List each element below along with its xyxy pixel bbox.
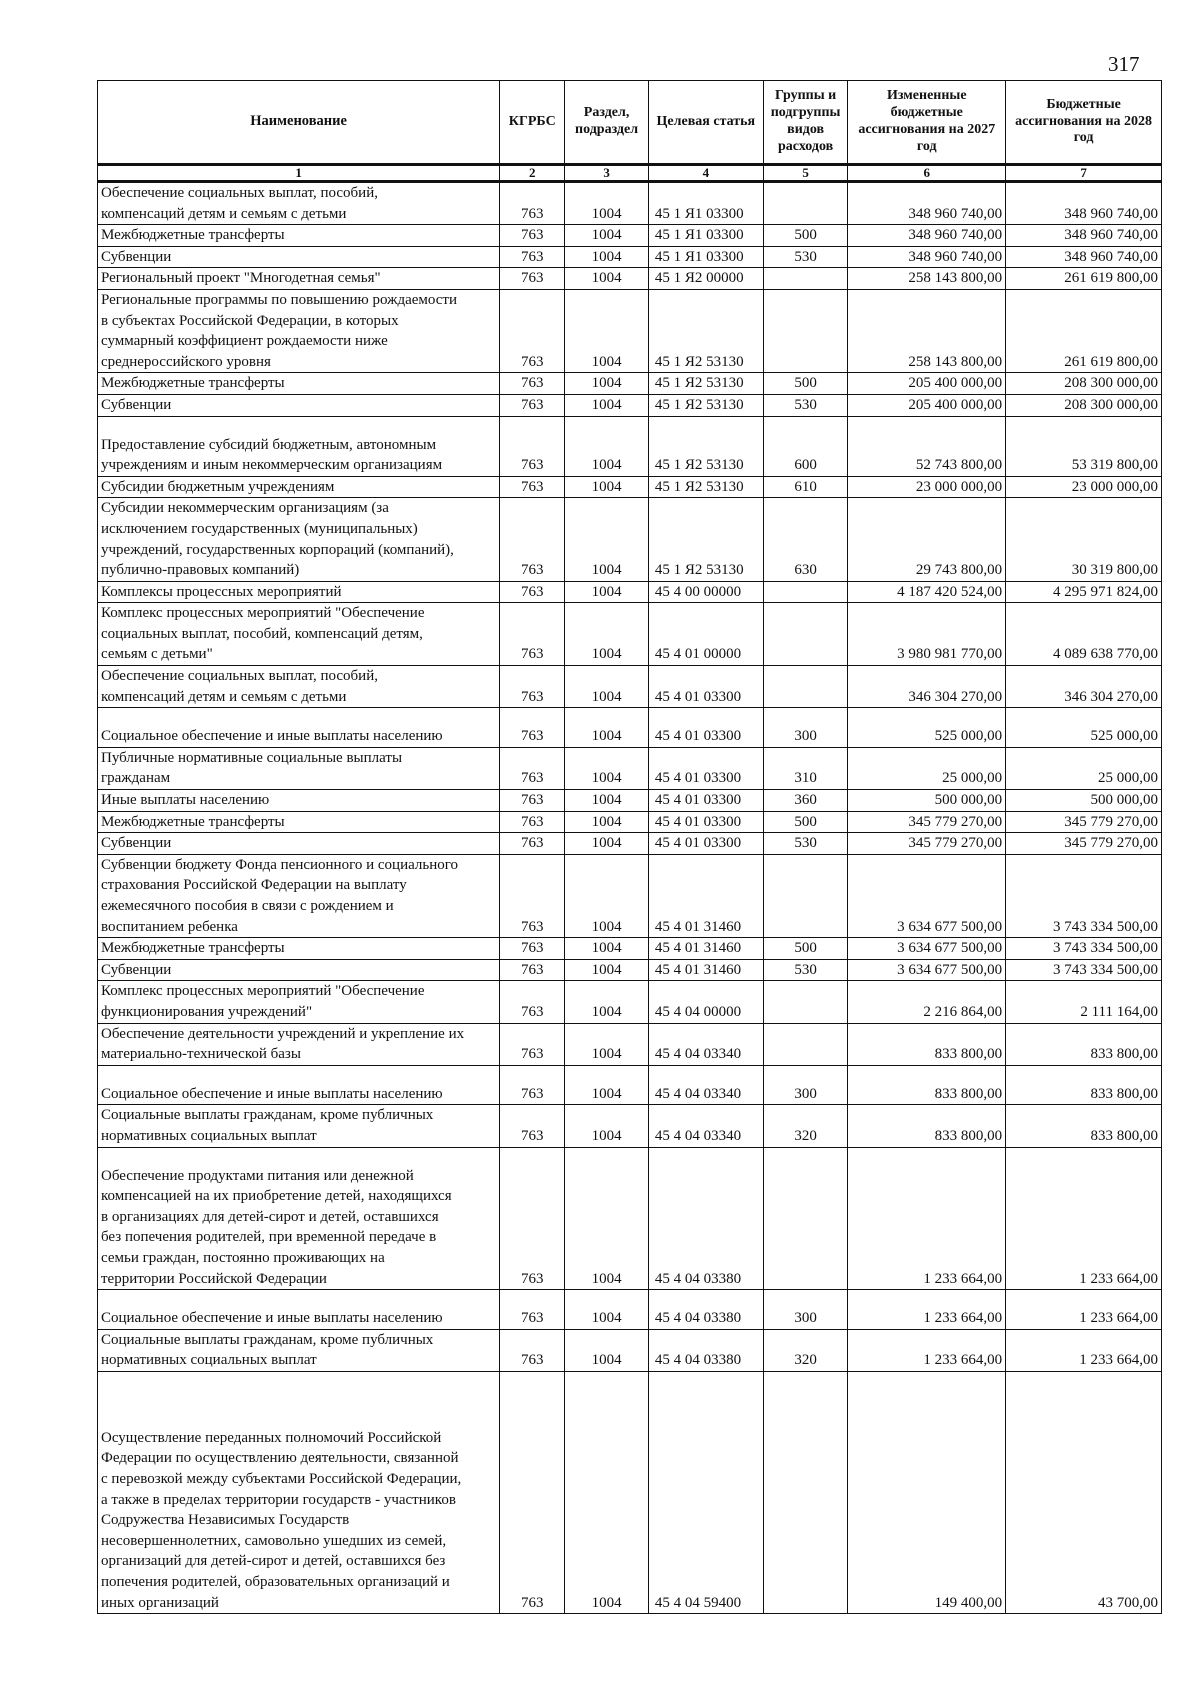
row-sum-2028: 2 111 164,00 bbox=[1006, 981, 1162, 1023]
row-target-article: 45 4 04 03340 bbox=[648, 1105, 763, 1147]
row-kgrbs: 763 bbox=[500, 747, 565, 789]
row-kgrbs: 763 bbox=[500, 854, 565, 937]
column-number: 3 bbox=[565, 165, 648, 182]
row-sum-2027: 348 960 740,00 bbox=[848, 246, 1006, 268]
row-sum-2028: 3 743 334 500,00 bbox=[1006, 854, 1162, 937]
table-row bbox=[98, 603, 1162, 666]
row-razdel: 1004 bbox=[565, 1023, 648, 1065]
row-name: Обеспечение деятельности учреждений и укрепление их материально-технической базы bbox=[98, 1023, 500, 1065]
column-number: 7 bbox=[1006, 165, 1162, 182]
row-kgrbs: 763 bbox=[500, 1065, 565, 1105]
row-name: Комплекс процессных мероприятий "Обеспечение функционирования учреждений" bbox=[98, 981, 500, 1023]
row-kgrbs: 763 bbox=[500, 476, 565, 498]
row-sum-2027: 23 000 000,00 bbox=[848, 476, 1006, 498]
row-kgrbs: 763 bbox=[500, 666, 565, 708]
column-number: 6 bbox=[848, 165, 1006, 182]
row-sum-2027: 52 743 800,00 bbox=[848, 416, 1006, 476]
row-sum-2028: 1 233 664,00 bbox=[1006, 1329, 1162, 1371]
row-razdel: 1004 bbox=[565, 1065, 648, 1105]
row-target-article: 45 4 01 03300 bbox=[648, 747, 763, 789]
row-expense-group bbox=[763, 1371, 848, 1613]
row-kgrbs: 763 bbox=[500, 938, 565, 960]
table-row bbox=[98, 1105, 1162, 1147]
table-row bbox=[98, 498, 1162, 581]
row-sum-2027: 258 143 800,00 bbox=[848, 268, 1006, 290]
row-sum-2027: 29 743 800,00 bbox=[848, 498, 1006, 581]
header-kgrbs: КГРБС bbox=[500, 81, 565, 165]
row-target-article: 45 4 01 00000 bbox=[648, 603, 763, 666]
row-kgrbs: 763 bbox=[500, 581, 565, 603]
row-expense-group: 320 bbox=[763, 1329, 848, 1371]
row-sum-2028: 25 000,00 bbox=[1006, 747, 1162, 789]
row-sum-2028: 208 300 000,00 bbox=[1006, 373, 1162, 395]
row-kgrbs: 763 bbox=[500, 959, 565, 981]
row-razdel: 1004 bbox=[565, 959, 648, 981]
column-number: 1 bbox=[98, 165, 500, 182]
row-kgrbs: 763 bbox=[500, 708, 565, 748]
row-sum-2027: 2 216 864,00 bbox=[848, 981, 1006, 1023]
row-sum-2027: 1 233 664,00 bbox=[848, 1329, 1006, 1371]
row-name: Региональные программы по повышению рождаемости в субъектах Российской Федерации, в которых суммарный коэффициент рождаемости ниже среднероссийского уровня bbox=[98, 289, 500, 372]
budget-table bbox=[97, 80, 1162, 1614]
row-kgrbs: 763 bbox=[500, 1290, 565, 1330]
row-name: Социальное обеспечение и иные выплаты населению bbox=[98, 708, 500, 748]
table-row bbox=[98, 981, 1162, 1023]
table-row bbox=[98, 938, 1162, 960]
row-target-article: 45 4 01 03300 bbox=[648, 833, 763, 855]
row-sum-2027: 25 000,00 bbox=[848, 747, 1006, 789]
row-target-article: 45 1 Я1 03300 bbox=[648, 246, 763, 268]
table-row bbox=[98, 1290, 1162, 1330]
row-sum-2027: 3 634 677 500,00 bbox=[848, 959, 1006, 981]
row-sum-2028: 348 960 740,00 bbox=[1006, 246, 1162, 268]
header-row bbox=[98, 81, 1162, 165]
row-razdel: 1004 bbox=[565, 747, 648, 789]
row-name: Обеспечение социальных выплат, пособий, компенсаций детям и семьям с детьми bbox=[98, 182, 500, 225]
row-name: Субвенции bbox=[98, 246, 500, 268]
table-row bbox=[98, 268, 1162, 290]
row-target-article: 45 4 01 03300 bbox=[648, 790, 763, 812]
row-kgrbs: 763 bbox=[500, 498, 565, 581]
row-razdel: 1004 bbox=[565, 1371, 648, 1613]
row-expense-group bbox=[763, 854, 848, 937]
row-razdel: 1004 bbox=[565, 603, 648, 666]
row-name: Субвенции bbox=[98, 959, 500, 981]
row-target-article: 45 4 04 03380 bbox=[648, 1147, 763, 1290]
row-kgrbs: 763 bbox=[500, 182, 565, 225]
row-name: Субсидии бюджетным учреждениям bbox=[98, 476, 500, 498]
table-row bbox=[98, 708, 1162, 748]
row-expense-group bbox=[763, 1023, 848, 1065]
row-target-article: 45 4 00 00000 bbox=[648, 581, 763, 603]
row-sum-2028: 1 233 664,00 bbox=[1006, 1147, 1162, 1290]
row-sum-2028: 30 319 800,00 bbox=[1006, 498, 1162, 581]
header-name: Наименование bbox=[98, 81, 500, 165]
row-expense-group: 310 bbox=[763, 747, 848, 789]
row-razdel: 1004 bbox=[565, 268, 648, 290]
row-sum-2028: 348 960 740,00 bbox=[1006, 182, 1162, 225]
row-target-article: 45 4 01 03300 bbox=[648, 811, 763, 833]
row-kgrbs: 763 bbox=[500, 268, 565, 290]
row-target-article: 45 4 01 31460 bbox=[648, 938, 763, 960]
row-expense-group bbox=[763, 182, 848, 225]
row-target-article: 45 1 Я2 53130 bbox=[648, 394, 763, 416]
row-expense-group bbox=[763, 603, 848, 666]
row-sum-2027: 348 960 740,00 bbox=[848, 225, 1006, 247]
row-sum-2027: 3 980 981 770,00 bbox=[848, 603, 1006, 666]
row-sum-2028: 3 743 334 500,00 bbox=[1006, 938, 1162, 960]
row-name: Осуществление переданных полномочий Российской Федерации по осуществлению деятельности, связанной с перевозкой между субъектами Российской Федерации, а также в пределах территории государств - участников Содружества Независимых Государств несовершеннолетних, самовольно ушедших из семей, организаций для детей-сирот и детей, оставшихся без попечения родителей, образовательных организаций и иных организаций bbox=[98, 1371, 500, 1613]
row-name: Субвенции bbox=[98, 833, 500, 855]
row-sum-2028: 525 000,00 bbox=[1006, 708, 1162, 748]
row-target-article: 45 4 01 31460 bbox=[648, 854, 763, 937]
row-kgrbs: 763 bbox=[500, 1023, 565, 1065]
row-sum-2028: 1 233 664,00 bbox=[1006, 1290, 1162, 1330]
header-gruppy: Группы и подгруппы видов расходов bbox=[763, 81, 848, 165]
row-sum-2027: 525 000,00 bbox=[848, 708, 1006, 748]
row-sum-2028: 345 779 270,00 bbox=[1006, 833, 1162, 855]
row-razdel: 1004 bbox=[565, 498, 648, 581]
row-razdel: 1004 bbox=[565, 708, 648, 748]
row-target-article: 45 4 04 03380 bbox=[648, 1329, 763, 1371]
row-sum-2027: 833 800,00 bbox=[848, 1105, 1006, 1147]
row-kgrbs: 763 bbox=[500, 1105, 565, 1147]
table-row bbox=[98, 246, 1162, 268]
table-row bbox=[98, 747, 1162, 789]
row-kgrbs: 763 bbox=[500, 225, 565, 247]
table-row bbox=[98, 1147, 1162, 1290]
row-razdel: 1004 bbox=[565, 833, 648, 855]
row-kgrbs: 763 bbox=[500, 811, 565, 833]
row-razdel: 1004 bbox=[565, 476, 648, 498]
row-sum-2028: 345 779 270,00 bbox=[1006, 811, 1162, 833]
row-sum-2027: 1 233 664,00 bbox=[848, 1147, 1006, 1290]
row-razdel: 1004 bbox=[565, 225, 648, 247]
row-target-article: 45 4 04 03340 bbox=[648, 1023, 763, 1065]
row-sum-2028: 53 319 800,00 bbox=[1006, 416, 1162, 476]
row-razdel: 1004 bbox=[565, 1105, 648, 1147]
row-razdel: 1004 bbox=[565, 246, 648, 268]
row-sum-2027: 348 960 740,00 bbox=[848, 182, 1006, 225]
row-sum-2028: 43 700,00 bbox=[1006, 1371, 1162, 1613]
table-row bbox=[98, 416, 1162, 476]
row-razdel: 1004 bbox=[565, 182, 648, 225]
table-row bbox=[98, 182, 1162, 225]
table-row bbox=[98, 225, 1162, 247]
row-sum-2027: 1 233 664,00 bbox=[848, 1290, 1006, 1330]
table-row bbox=[98, 394, 1162, 416]
row-kgrbs: 763 bbox=[500, 394, 565, 416]
row-kgrbs: 763 bbox=[500, 373, 565, 395]
row-sum-2028: 833 800,00 bbox=[1006, 1023, 1162, 1065]
row-sum-2027: 205 400 000,00 bbox=[848, 373, 1006, 395]
row-sum-2027: 345 779 270,00 bbox=[848, 811, 1006, 833]
row-razdel: 1004 bbox=[565, 811, 648, 833]
row-razdel: 1004 bbox=[565, 394, 648, 416]
row-name: Межбюджетные трансферты bbox=[98, 225, 500, 247]
row-sum-2028: 833 800,00 bbox=[1006, 1105, 1162, 1147]
row-razdel: 1004 bbox=[565, 854, 648, 937]
row-kgrbs: 763 bbox=[500, 1147, 565, 1290]
row-sum-2028: 3 743 334 500,00 bbox=[1006, 959, 1162, 981]
row-target-article: 45 1 Я2 00000 bbox=[648, 268, 763, 290]
row-expense-group bbox=[763, 981, 848, 1023]
row-razdel: 1004 bbox=[565, 790, 648, 812]
row-expense-group: 300 bbox=[763, 708, 848, 748]
row-target-article: 45 1 Я2 53130 bbox=[648, 289, 763, 372]
row-name: Межбюджетные трансферты bbox=[98, 938, 500, 960]
row-kgrbs: 763 bbox=[500, 1329, 565, 1371]
row-razdel: 1004 bbox=[565, 938, 648, 960]
row-name: Обеспечение продуктами питания или денежной компенсацией на их приобретение детей, находящихся в организациях для детей-сирот и детей, оставшихся без попечения родителей, при временной передаче в семьи граждан, постоянно проживающих на территории Российской Федерации bbox=[98, 1147, 500, 1290]
row-name: Субвенции bbox=[98, 394, 500, 416]
row-expense-group bbox=[763, 289, 848, 372]
row-sum-2028: 4 089 638 770,00 bbox=[1006, 603, 1162, 666]
row-sum-2027: 345 779 270,00 bbox=[848, 833, 1006, 855]
table-row bbox=[98, 289, 1162, 372]
column-number: 2 bbox=[500, 165, 565, 182]
row-name: Субвенции бюджету Фонда пенсионного и социального страхования Российской Федерации на выплату ежемесячного пособия в связи с рождением и воспитанием ребенка bbox=[98, 854, 500, 937]
header-sum2028: Бюджетные ассигнования на 2028 год bbox=[1006, 81, 1162, 165]
header-statya: Целевая статья bbox=[648, 81, 763, 165]
row-name: Обеспечение социальных выплат, пособий, компенсаций детям и семьям с детьми bbox=[98, 666, 500, 708]
table-row bbox=[98, 811, 1162, 833]
row-razdel: 1004 bbox=[565, 1290, 648, 1330]
row-sum-2027: 346 304 270,00 bbox=[848, 666, 1006, 708]
row-expense-group: 300 bbox=[763, 1290, 848, 1330]
row-sum-2028: 23 000 000,00 bbox=[1006, 476, 1162, 498]
row-name: Межбюджетные трансферты bbox=[98, 811, 500, 833]
row-name: Социальные выплаты гражданам, кроме публичных нормативных социальных выплат bbox=[98, 1105, 500, 1147]
row-kgrbs: 763 bbox=[500, 790, 565, 812]
row-name: Предоставление субсидий бюджетным, автономным учреждениям и иным некоммерческим организациям bbox=[98, 416, 500, 476]
row-expense-group: 610 bbox=[763, 476, 848, 498]
row-kgrbs: 763 bbox=[500, 1371, 565, 1613]
row-razdel: 1004 bbox=[565, 666, 648, 708]
row-sum-2028: 261 619 800,00 bbox=[1006, 268, 1162, 290]
row-expense-group: 530 bbox=[763, 833, 848, 855]
row-target-article: 45 1 Я2 53130 bbox=[648, 373, 763, 395]
row-expense-group: 360 bbox=[763, 790, 848, 812]
row-sum-2028: 208 300 000,00 bbox=[1006, 394, 1162, 416]
header-razdel: Раздел, подраздел bbox=[565, 81, 648, 165]
row-name: Комплекс процессных мероприятий "Обеспечение социальных выплат, пособий, компенсаций детям, семьям с детьми" bbox=[98, 603, 500, 666]
table-row bbox=[98, 790, 1162, 812]
row-sum-2028: 261 619 800,00 bbox=[1006, 289, 1162, 372]
table-row bbox=[98, 1329, 1162, 1371]
row-sum-2027: 3 634 677 500,00 bbox=[848, 854, 1006, 937]
row-target-article: 45 1 Я1 03300 bbox=[648, 182, 763, 225]
row-expense-group: 630 bbox=[763, 498, 848, 581]
header-sum2027: Измененные бюджетные ассигнования на 2027 год bbox=[848, 81, 1006, 165]
row-razdel: 1004 bbox=[565, 981, 648, 1023]
row-sum-2027: 149 400,00 bbox=[848, 1371, 1006, 1613]
row-name: Региональный проект "Многодетная семья" bbox=[98, 268, 500, 290]
column-number: 4 bbox=[648, 165, 763, 182]
row-expense-group bbox=[763, 666, 848, 708]
table-row bbox=[98, 373, 1162, 395]
row-sum-2028: 348 960 740,00 bbox=[1006, 225, 1162, 247]
row-expense-group: 500 bbox=[763, 225, 848, 247]
row-sum-2027: 833 800,00 bbox=[848, 1023, 1006, 1065]
row-name: Публичные нормативные социальные выплаты гражданам bbox=[98, 747, 500, 789]
row-kgrbs: 763 bbox=[500, 981, 565, 1023]
row-name: Социальное обеспечение и иные выплаты населению bbox=[98, 1065, 500, 1105]
row-sum-2028: 833 800,00 bbox=[1006, 1065, 1162, 1105]
table-row bbox=[98, 1023, 1162, 1065]
column-number-row bbox=[98, 165, 1162, 182]
row-expense-group bbox=[763, 581, 848, 603]
row-sum-2027: 3 634 677 500,00 bbox=[848, 938, 1006, 960]
row-target-article: 45 4 04 03380 bbox=[648, 1290, 763, 1330]
row-target-article: 45 4 01 03300 bbox=[648, 666, 763, 708]
table-row bbox=[98, 581, 1162, 603]
table-row bbox=[98, 476, 1162, 498]
row-razdel: 1004 bbox=[565, 1147, 648, 1290]
row-expense-group bbox=[763, 268, 848, 290]
row-name: Социальные выплаты гражданам, кроме публичных нормативных социальных выплат bbox=[98, 1329, 500, 1371]
row-expense-group: 320 bbox=[763, 1105, 848, 1147]
row-sum-2027: 258 143 800,00 bbox=[848, 289, 1006, 372]
page-number: 317 bbox=[1108, 52, 1140, 76]
row-expense-group bbox=[763, 1147, 848, 1290]
row-kgrbs: 763 bbox=[500, 603, 565, 666]
row-name: Комплексы процессных мероприятий bbox=[98, 581, 500, 603]
row-target-article: 45 4 01 03300 bbox=[648, 708, 763, 748]
table-row bbox=[98, 666, 1162, 708]
row-name: Социальное обеспечение и иные выплаты населению bbox=[98, 1290, 500, 1330]
row-expense-group: 500 bbox=[763, 811, 848, 833]
row-expense-group: 500 bbox=[763, 938, 848, 960]
table-row bbox=[98, 1371, 1162, 1613]
row-sum-2028: 346 304 270,00 bbox=[1006, 666, 1162, 708]
row-name: Субсидии некоммерческим организациям (за исключением государственных (муниципальных) учреждений, государственных корпораций (компаний), публично-правовых компаний) bbox=[98, 498, 500, 581]
row-expense-group: 300 bbox=[763, 1065, 848, 1105]
budget-table-container bbox=[97, 80, 1162, 1614]
row-razdel: 1004 bbox=[565, 1329, 648, 1371]
row-razdel: 1004 bbox=[565, 416, 648, 476]
row-target-article: 45 1 Я2 53130 bbox=[648, 476, 763, 498]
row-name: Иные выплаты населению bbox=[98, 790, 500, 812]
row-sum-2027: 500 000,00 bbox=[848, 790, 1006, 812]
table-body bbox=[98, 182, 1162, 1614]
row-target-article: 45 1 Я2 53130 bbox=[648, 498, 763, 581]
row-sum-2027: 833 800,00 bbox=[848, 1065, 1006, 1105]
row-name: Межбюджетные трансферты bbox=[98, 373, 500, 395]
table-row bbox=[98, 959, 1162, 981]
row-sum-2027: 205 400 000,00 bbox=[848, 394, 1006, 416]
row-target-article: 45 4 04 59400 bbox=[648, 1371, 763, 1613]
row-sum-2028: 4 295 971 824,00 bbox=[1006, 581, 1162, 603]
row-kgrbs: 763 bbox=[500, 833, 565, 855]
row-expense-group: 600 bbox=[763, 416, 848, 476]
table-row bbox=[98, 833, 1162, 855]
row-expense-group: 500 bbox=[763, 373, 848, 395]
row-kgrbs: 763 bbox=[500, 246, 565, 268]
row-target-article: 45 4 04 00000 bbox=[648, 981, 763, 1023]
row-razdel: 1004 bbox=[565, 289, 648, 372]
row-razdel: 1004 bbox=[565, 581, 648, 603]
row-target-article: 45 1 Я1 03300 bbox=[648, 225, 763, 247]
column-number: 5 bbox=[763, 165, 848, 182]
row-expense-group: 530 bbox=[763, 246, 848, 268]
row-razdel: 1004 bbox=[565, 373, 648, 395]
row-sum-2027: 4 187 420 524,00 bbox=[848, 581, 1006, 603]
row-target-article: 45 4 04 03340 bbox=[648, 1065, 763, 1105]
table-row bbox=[98, 854, 1162, 937]
row-kgrbs: 763 bbox=[500, 416, 565, 476]
row-expense-group: 530 bbox=[763, 959, 848, 981]
row-expense-group: 530 bbox=[763, 394, 848, 416]
row-target-article: 45 4 01 31460 bbox=[648, 959, 763, 981]
row-sum-2028: 500 000,00 bbox=[1006, 790, 1162, 812]
table-row bbox=[98, 1065, 1162, 1105]
row-kgrbs: 763 bbox=[500, 289, 565, 372]
row-target-article: 45 1 Я2 53130 bbox=[648, 416, 763, 476]
